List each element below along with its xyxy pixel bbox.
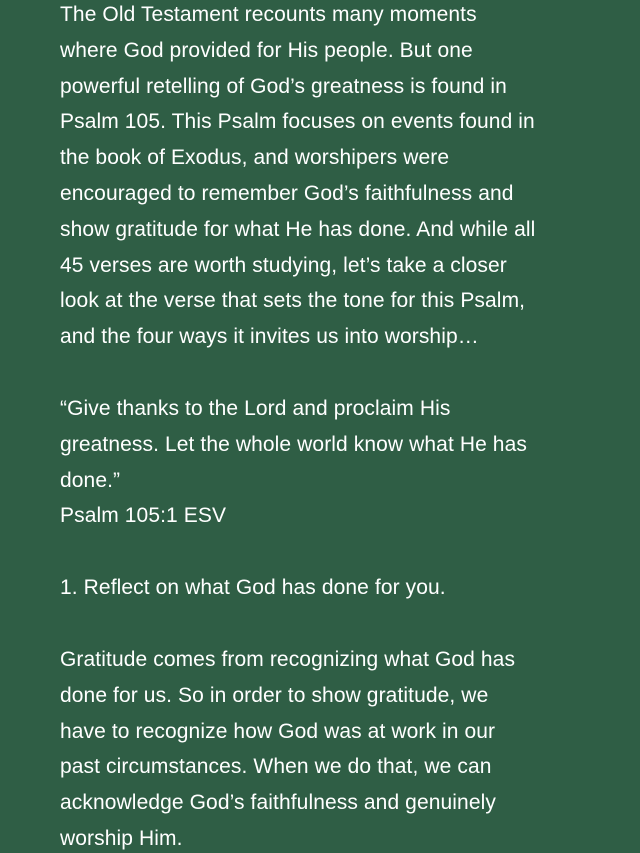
- intro-line: Psalm 105. This Psalm focuses on events found in: [60, 110, 535, 134]
- intro-line: The Old Testament recounts many moments: [60, 3, 477, 26]
- scripture-quote: [60, 391, 620, 498]
- intro-line: powerful retelling of God’s greatness is found in: [60, 74, 507, 98]
- intro-line: look at the verse that sets the tone for this Psalm,: [60, 289, 526, 313]
- intro-line: where God provided for His people. But one: [60, 38, 473, 62]
- body-line: worship Him.: [60, 826, 183, 850]
- body-line: acknowledge God’s faithfulness and genuinely: [60, 791, 496, 815]
- point-heading: [60, 570, 620, 606]
- intro-line: encouraged to remember God’s faithfulness and: [60, 181, 514, 205]
- body-line: have to recognize how God was at work in our: [60, 719, 496, 743]
- intro-line: show gratitude for what He has done. And while all: [60, 217, 536, 241]
- quote-line: “Give thanks to the Lord and proclaim His: [60, 397, 451, 420]
- quote-line: done.”: [60, 468, 121, 492]
- quote-line: greatness. Let the whole world know what He has: [60, 432, 527, 456]
- body-line: done for us. So in order to show gratitude, we: [60, 683, 489, 707]
- point-heading-text: 1. Reflect on what God has done for you.: [60, 576, 446, 599]
- intro-line: the book of Exodus, and worshipers were: [60, 146, 450, 170]
- point-body: [60, 642, 620, 853]
- intro-paragraph: [60, 0, 620, 355]
- scripture-reference: [60, 498, 620, 534]
- body-line: past circumstances. When we do that, we can: [60, 755, 492, 779]
- intro-line: and the four ways it invites us into worship…: [60, 325, 479, 349]
- intro-line: 45 verses are worth studying, let’s take a closer: [60, 253, 507, 277]
- body-line: Gratitude comes from recognizing what God has: [60, 648, 516, 671]
- reference-text: Psalm 105:1 ESV: [60, 504, 227, 527]
